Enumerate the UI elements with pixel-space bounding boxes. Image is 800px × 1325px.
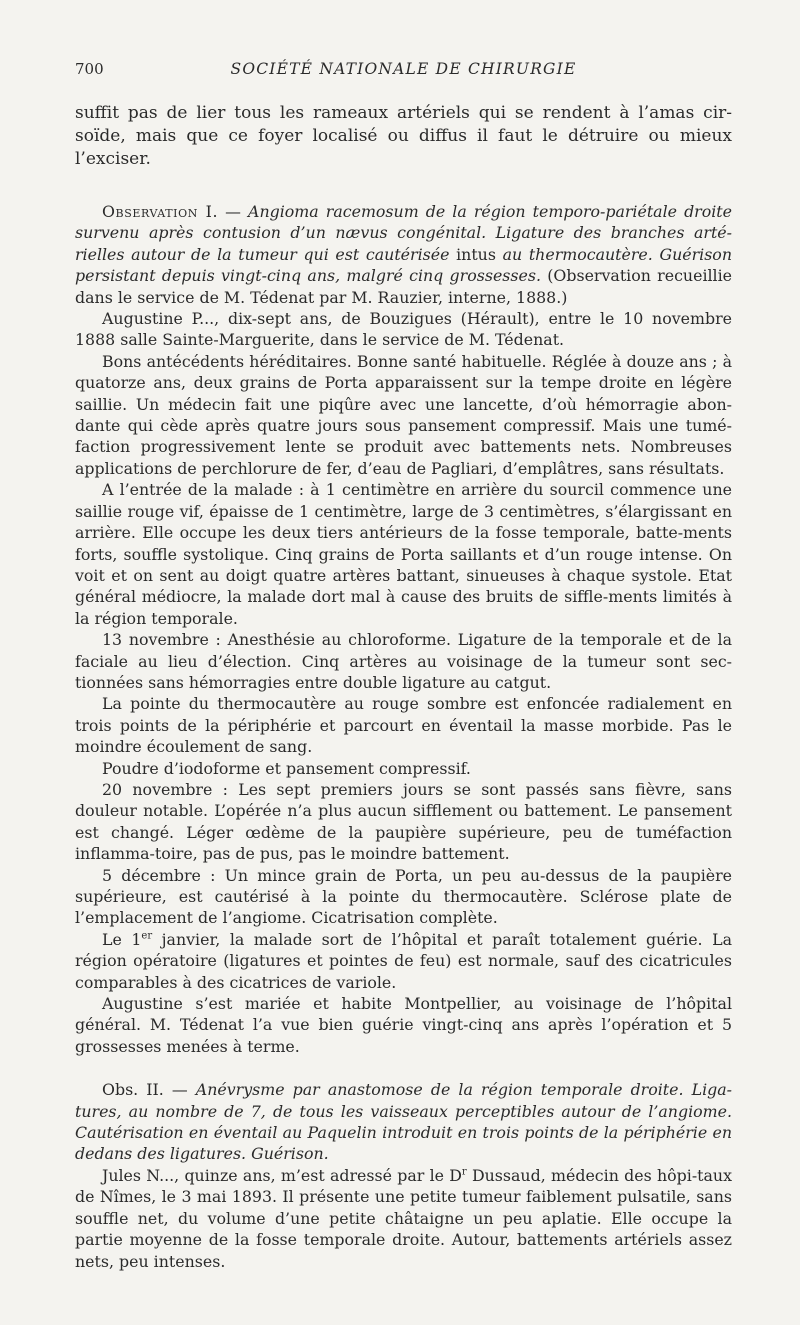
observation-1-paragraph-final: Augustine s’est mariée et habite Montpellier, au voisinage de l’hôpital général. M. Tédenat l’a vue bien guérie vingt-cinq ans après l’opération et 5 grossesses menées à terme. xyxy=(75,994,732,1056)
observation-1-paragraph: Poudre d’iodoforme et pansement compressif. xyxy=(102,758,471,778)
superscript: r xyxy=(461,1166,467,1178)
observation-2-label: Obs. II. xyxy=(102,1080,164,1100)
observation-1-paragraph: 5 décembre : Un mince grain de Porta, un peu au-dessus de la paupière supérieure, est cautérisé à la pointe du thermocautère. Sclérose plate de l’emplacement de l’angiome. Cicatrisation complète. xyxy=(75,865,732,928)
observation-1-label: Observation I. xyxy=(102,202,219,221)
page-number: 700 xyxy=(75,60,104,78)
observation-1-paragraph: Augustine P..., dix-sept ans, de Bouzigues (Hérault), entre le 10 novembre 1888 salle Sainte-Marguerite, dans le service de M. Tédenat. xyxy=(75,309,732,350)
intro-paragraph: suffit pas de lier tous les rameaux artériels qui se rendent à l’amas cir-soïde, mais que ce foyer localisé ou diffus il faut le détruire ou mieux l’exciser. xyxy=(75,103,732,169)
running-header xyxy=(75,60,732,84)
observation-1-dash: — xyxy=(218,202,249,221)
observation-1-paragraph: 20 novembre : Les sept premiers jours se sont passés sans fièvre, sans douleur notable. L’opérée n’a plus aucun sifflement ou battement. Le pansement est changé. Léger œdème de la paupière supérieure, peu de tuméfaction inflamma-toire, pas de pus, pas le moindre battement. xyxy=(75,779,732,864)
observation-1-paragraph: 13 novembre : Anesthésie au chloroforme. Ligature de la temporale et de la faciale au lieu d’élection. Cinq artères au voisinage de la tumeur sont sec-tionnées sans hémorragies entre double ligature au catgut. xyxy=(75,630,732,692)
observation-2-dash: — xyxy=(163,1080,196,1100)
observation-1-intus: intus xyxy=(449,244,503,264)
observation-1-paragraph-january xyxy=(75,929,732,993)
january-prefix: Le 1 xyxy=(102,929,142,949)
observation-2-title: Anévrysme par anastomose de la région temporale droite. Liga-tures, au nombre de 7, de tous les vaisseaux perceptibles autour de l’angiome. Cautérisation en éventail au Paquelin introduit en trois points de la périphérie en dedans des ligatures. Guérison. xyxy=(75,1080,733,1164)
observation-2-paragraph xyxy=(75,1165,732,1272)
superscript: er xyxy=(141,930,153,942)
observation-1-paragraph: Bons antécédents héréditaires. Bonne santé habituelle. Réglée à douze ans ; à quatorze ans, deux grains de Porta apparaissent sur la tempe droite en légère saillie. Un médecin fait une piqûre avec une lancette, d’où hémorragie abon-dante qui cède après quatre jours sous pansement compressif. Mais une tumé-faction progressivement lente se produit avec battements nets. Nombreuses applications de perchlorure de fer, d’eau de Pagliari, d’emplâtres, sans résultats. xyxy=(75,351,732,478)
observation-2-heading xyxy=(75,1079,732,1165)
observation-1-heading xyxy=(75,201,732,308)
observation-1-source: (Observation recueillie dans le service de M. Tédenat par M. Rauzier, interne, 1888.) xyxy=(75,266,732,307)
observation-2-prefix: Jules N..., quinze ans, m’est adressé par le D xyxy=(102,1165,462,1185)
observation-1-paragraph: La pointe du thermocautère au rouge sombre est enfoncée radialement en trois points de la périphérie et parcourt en éventail la masse morbide. Pas le moindre écoulement de sang. xyxy=(75,694,732,757)
section-gap xyxy=(75,171,732,201)
observation-1-paragraph: A l’entrée de la malade : à 1 centimètre en arrière du sourcil commence une saillie rouge vif, épaisse de 1 centimètre, large de 3 centimètres, s’élargissant en arrière. Elle occupe les deux tiers antérieurs de la fosse temporale, batte-ments forts, souffle systolique. Cinq grains de Porta saillants et d’un rouge intense. On voit et on sent au doigt quatre artères battant, sinueuses à chaque systole. Etat général médiocre, la malade dort mal à cause des bruits de siffle-ments limités à la région temporale. xyxy=(75,480,732,628)
observation-1-title-cont: au thermocautère. Guérison persistant depuis vingt-cinq ans, malgré cinq grossesses. xyxy=(75,244,732,286)
observation-2-rest: Dussaud, médecin des hôpi-taux de Nîmes, le 3 mai 1893. Il présente une petite tumeur faiblement pulsatile, sans souffle net, du volume d’une petite châtaigne un peu aplatie. Elle occupe la partie moyenne de la fosse temporale droite. Autour, battements artériels assez nets, peu intenses. xyxy=(75,1165,732,1271)
january-rest: janvier, la malade sort de l’hôpital et paraît totalement guérie. La région opératoire (ligatures et pointes de feu) est normale, sauf des cicatricules comparables à des cicatrices de variole. xyxy=(75,929,732,992)
running-title: SOCIÉTÉ NATIONALE DE CHIRURGIE xyxy=(230,60,577,78)
section-gap xyxy=(75,1057,732,1079)
body-text xyxy=(75,102,732,1272)
observation-1-title: Angioma racemosum de la région temporo-pariétale droite survenu après contusion d’un nævus congénital. Ligature des branches arté-rielles autour de la tumeur qui est cautérisée xyxy=(75,202,732,264)
